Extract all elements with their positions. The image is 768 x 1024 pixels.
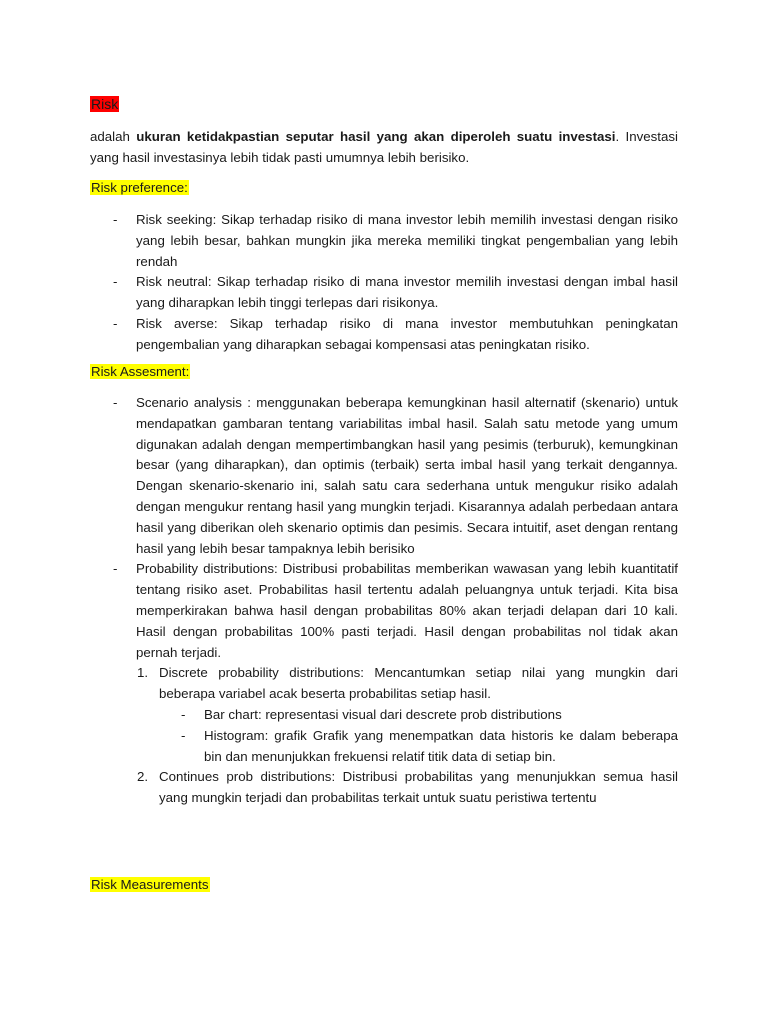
list-item <box>113 210 678 272</box>
risk-neutral-text: Risk neutral: Sikap terhadap risiko di mana investor memilih investasi dengan imbal hasil yang diharapkan lebih tinggi terlepas dari risikonya. <box>136 274 678 311</box>
risk-measurements-heading-row <box>90 875 678 896</box>
bullet-dash: - <box>113 315 118 331</box>
number-label: 1. <box>137 665 149 681</box>
bullet-dash: - <box>113 395 118 410</box>
histogram-text: Histogram: grafik Grafik yang menempatkan data historis ke dalam beberapa bin dan menunjukkan frekuensi relatif titik data di setiap bin. <box>204 727 678 764</box>
bullet-dash: - <box>181 706 186 722</box>
discrete-prob-text: Discrete probability distributions: Mencantumkan setiap nilai yang mungkin dari beberapa variabel acak beserta probabilitas setiap hasil. <box>159 665 678 702</box>
sub-list-item <box>181 705 678 726</box>
risk-assesment-heading: Risk Assesment: <box>91 364 190 379</box>
risk-seeking-text: Risk seeking: Sikap terhadap risiko di mana investor lebih memilih investasi dengan risiko yang lebih besar, bahkan mungkin jika mereka memiliki tingkat pengembalian yang lebih rendah <box>136 212 678 269</box>
page-title: Risk <box>91 96 119 112</box>
bullet-dash: - <box>113 561 118 577</box>
risk-preference-list <box>90 210 678 356</box>
intro-lead: adalah <box>90 129 137 144</box>
risk-assesment-heading-row <box>90 362 678 383</box>
list-item <box>113 272 678 314</box>
list-item <box>113 314 678 356</box>
risk-averse-text: Risk averse: Sikap terhadap risiko di mana investor membutuhkan peningkatan pengembalian yang diharapkan sebagai kompensasi atas peningkatan risiko. <box>136 315 678 352</box>
list-item <box>113 393 678 559</box>
bullet-dash: - <box>181 727 186 743</box>
intro-rest: . Investasi yang hasil investasinya lebih tidak pasti umumnya lebih berisiko. <box>90 129 678 165</box>
risk-preference-heading-row <box>90 178 678 199</box>
continuous-prob-text: Continues prob distributions: Distribusi probabilitas yang menunjukkan semua hasil yang mungkin terjadi dan probabilitas terkait untuk suatu peristiwa tertentu <box>159 769 678 806</box>
scenario-analysis-text: Scenario analysis : menggunakan beberapa kemungkinan hasil alternatif (skenario) untuk mendapatkan gambaran tentang variabilitas imbal hasil. Salah satu metode yang umum digunakan adalah dengan mempertimbangkan hasil yang pesimis (terburuk), kemungkinan besar (yang diharapkan), dan optimis (terbaik) serta imbal hasil yang terkait dengannya. Dengan skenario-skenario ini, salah satu cara sederhana untuk mengukur risiko adalah dengan mengukur rentang hasil yang mungkin terjadi. Kisarannya adalah perbedaan antara hasil yang diberikan oleh skenario optimis dan pesimis. Secara intuitif, aset dengan rentang hasil yang lebih besar tampaknya lebih berisiko <box>136 395 678 556</box>
bar-chart-text: Bar chart: representasi visual dari descrete prob distributions <box>204 706 562 722</box>
number-label: 2. <box>137 769 149 785</box>
intro-paragraph <box>90 127 678 169</box>
risk-measurements-heading: Risk Measurements <box>91 877 209 892</box>
sub-list-item <box>181 726 678 768</box>
probability-distributions-text: Probability distributions: Distribusi probabilitas memberikan wawasan yang lebih kuantitatif tentang risiko aset. Probabilitas hasil tertentu adalah peluangnya untuk terjadi. Kita bisa memperkirakan bahwa hasil dengan probabilitas 80% akan terjadi delapan dari 10 kali. Hasil dengan probabilitas 100% pasti terjadi. Hasil dengan probabilitas nol tidak akan pernah terjadi. <box>136 561 678 660</box>
numbered-item <box>137 663 678 705</box>
intro-bold: ukuran ketidakpastian seputar hasil yang akan diperoleh suatu investasi <box>136 129 616 144</box>
numbered-item <box>137 767 678 809</box>
risk-preference-heading: Risk preference: <box>91 180 188 195</box>
title-row <box>90 94 678 116</box>
risk-assesment-list <box>90 393 678 809</box>
list-item <box>113 559 678 663</box>
bullet-dash: - <box>113 212 118 227</box>
bullet-dash: - <box>113 274 118 290</box>
